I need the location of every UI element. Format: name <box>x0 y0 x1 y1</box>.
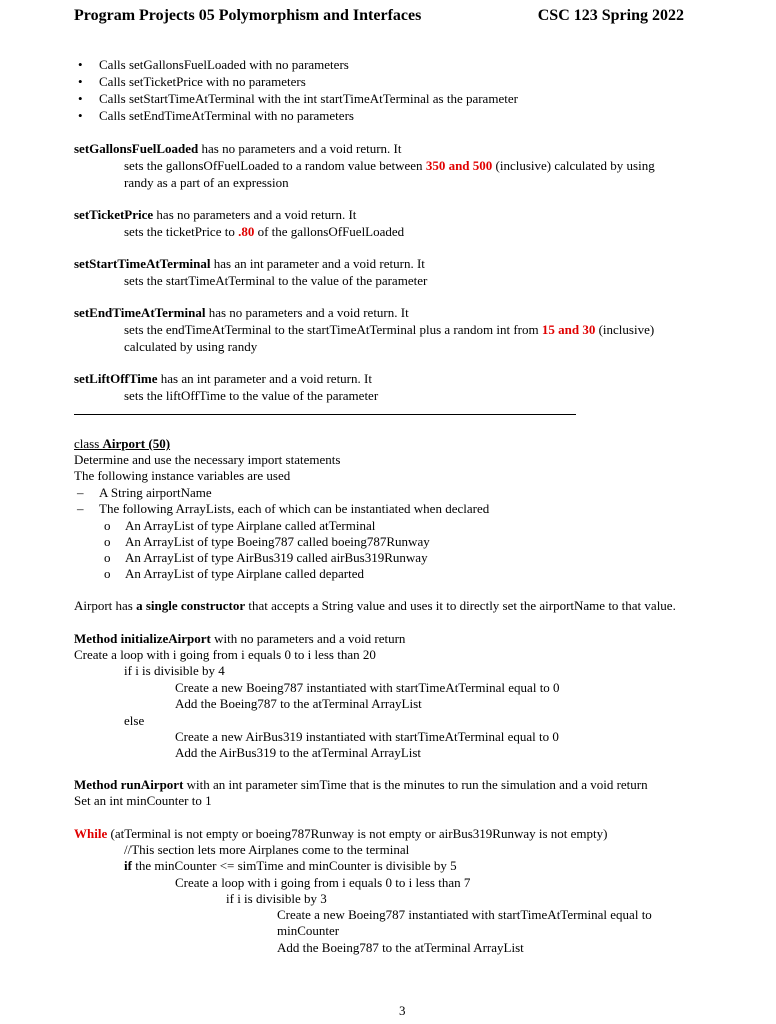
method-ticket-signature: setTicketPrice has no parameters and a void return. It <box>74 207 357 222</box>
list-item: An ArrayList of type Airplane called departed <box>125 566 364 581</box>
constructor-desc: Airport has a single constructor that accepts a String value and uses it to directly set the airportName to that value. <box>74 598 676 613</box>
while-line: While (atTerminal is not empty or boeing787Runway is not empty or airBus319Runway is not empty) <box>74 826 608 841</box>
section-divider <box>74 414 576 415</box>
header-title: Program Projects 05 Polymorphism and Interfaces <box>74 7 422 24</box>
while-keyword: While <box>74 826 108 841</box>
code-line: if i is divisible by 3 <box>226 891 327 906</box>
method-ticket-desc: sets the ticketPrice to .80 of the gallonsOfFuelLoaded <box>124 224 405 239</box>
method-name: setGallonsFuelLoaded <box>74 141 199 156</box>
method-name: setStartTimeAtTerminal <box>74 256 211 271</box>
method-name: setTicketPrice <box>74 207 154 222</box>
method-gallons-desc: sets the gallonsOfFuelLoaded to a random value between 350 and 500 (inclusive) calculated by using <box>124 158 655 173</box>
code-comment: //This section lets more Airplanes come to the terminal <box>124 842 410 857</box>
code-line: Create a new AirBus319 instantiated with startTimeAtTerminal equal to 0 <box>175 729 559 744</box>
circle-bullet-icon: o <box>104 518 111 533</box>
list-item: Calls setStartTimeAtTerminal with the int startTimeAtTerminal as the parameter <box>99 91 518 106</box>
method-init-signature: Method initializeAirport with no parameters and a void return <box>74 631 406 646</box>
imports-line: Determine and use the necessary import statements <box>74 452 341 467</box>
method-start-signature: setStartTimeAtTerminal has an int parameter and a void return. It <box>74 256 425 271</box>
method-end-signature: setEndTimeAtTerminal has no parameters and a void return. It <box>74 305 409 320</box>
bullet-icon: • <box>78 57 83 72</box>
code-line: Set an int minCounter to 1 <box>74 793 212 808</box>
code-line: Add the AirBus319 to the atTerminal ArrayList <box>175 745 422 760</box>
list-item: Calls setEndTimeAtTerminal with no parameters <box>99 108 354 123</box>
list-item: Calls setTicketPrice with no parameters <box>99 74 306 89</box>
list-item: An ArrayList of type Airplane called atTerminal <box>125 518 376 533</box>
method-gallons-desc-2: randy as a part of an expression <box>124 175 289 190</box>
code-line: minCounter <box>277 923 340 938</box>
dash-icon: – <box>77 485 84 500</box>
method-start-desc: sets the startTimeAtTerminal to the value of the parameter <box>124 273 428 288</box>
code-line: Create a loop with i going from i equals 0 to i less than 7 <box>175 875 471 890</box>
method-end-desc-2: calculated by using randy <box>124 339 258 354</box>
code-line: if i is divisible by 4 <box>124 663 225 678</box>
circle-bullet-icon: o <box>104 550 111 565</box>
code-line: Add the Boeing787 to the atTerminal ArrayList <box>277 940 524 955</box>
method-liftoff-signature: setLiftOffTime has an int parameter and a void return. It <box>74 371 372 386</box>
ivars-intro: The following instance variables are used <box>74 468 291 483</box>
bullet-icon: • <box>78 74 83 89</box>
list-item: Calls setGallonsFuelLoaded with no parameters <box>99 57 349 72</box>
code-line: Create a loop with i going from i equals 0 to i less than 20 <box>74 647 376 662</box>
code-line: Create a new Boeing787 instantiated with startTimeAtTerminal equal to 0 <box>175 680 560 695</box>
page-number: 3 <box>399 1003 406 1018</box>
list-item: A String airportName <box>99 485 212 500</box>
highlight-range: 350 and 500 <box>425 158 493 173</box>
method-gallons-signature: setGallonsFuelLoaded has no parameters and a void return. It <box>74 141 402 156</box>
code-line: else <box>124 713 145 728</box>
highlight-value: .80 <box>238 224 255 239</box>
code-line: Create a new Boeing787 instantiated with startTimeAtTerminal equal to <box>277 907 652 922</box>
circle-bullet-icon: o <box>104 566 111 581</box>
bullet-icon: • <box>78 108 83 123</box>
method-end-desc: sets the endTimeAtTerminal to the startTimeAtTerminal plus a random int from 15 and 30 (inclusive) <box>124 322 655 337</box>
highlight-range: 15 and 30 <box>541 322 596 337</box>
dash-icon: – <box>77 501 84 516</box>
method-run-signature: Method runAirport with an int parameter simTime that is the minutes to run the simulation and a void return <box>74 777 648 792</box>
circle-bullet-icon: o <box>104 534 111 549</box>
class-heading: class Airport (50) <box>74 436 171 451</box>
list-item: An ArrayList of type AirBus319 called airBus319Runway <box>125 550 428 565</box>
method-name: Method runAirport <box>74 777 184 792</box>
list-item: The following ArrayLists, each of which can be instantiated when declared <box>99 501 490 516</box>
list-item: An ArrayList of type Boeing787 called boeing787Runway <box>125 534 430 549</box>
bullet-icon: • <box>78 91 83 106</box>
header-course: CSC 123 Spring 2022 <box>537 7 684 24</box>
method-name: setLiftOffTime <box>74 371 158 386</box>
method-name: Method initializeAirport <box>74 631 211 646</box>
method-liftoff-desc: sets the liftOffTime to the value of the parameter <box>124 388 379 403</box>
code-line: Add the Boeing787 to the atTerminal ArrayList <box>175 696 422 711</box>
method-name: setEndTimeAtTerminal <box>74 305 206 320</box>
if-line: if the minCounter <= simTime and minCounter is divisible by 5 <box>124 858 457 873</box>
